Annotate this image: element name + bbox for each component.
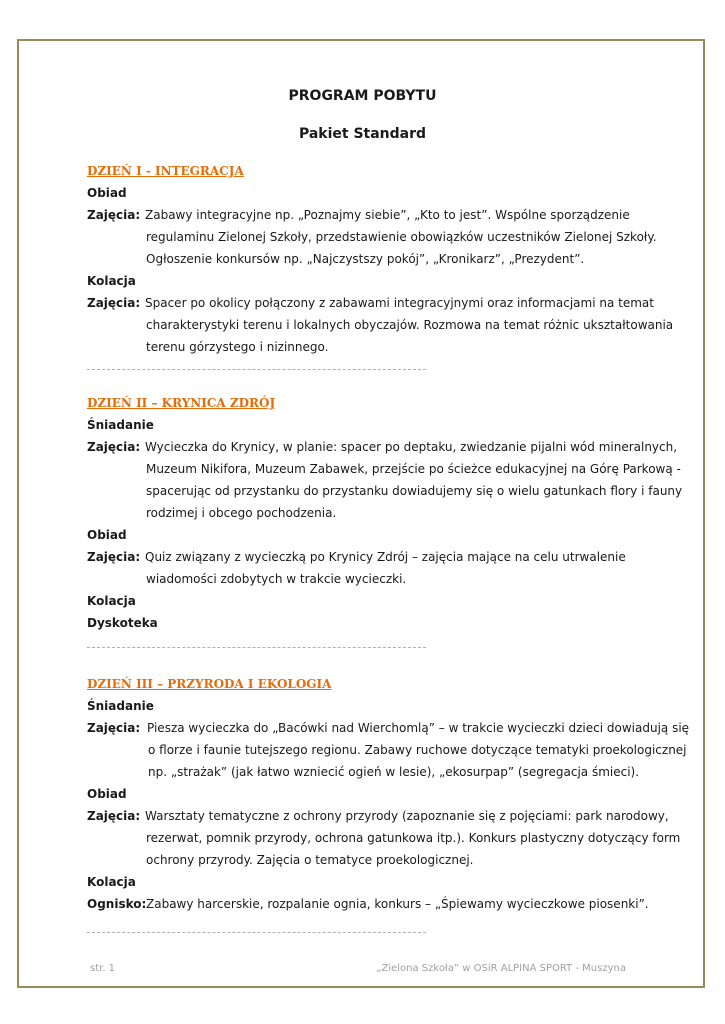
activity-line: Warsztaty tematyczne z ochrony przyrody (zapoznanie się z pojęciami: park narodowy, — [145, 809, 669, 823]
activity-line: Quiz związany z wycieczką po Krynicy Zdrój – zajęcia mające na celu utrwalenie — [145, 550, 626, 564]
activity-line: Wycieczka do Krynicy, w planie: spacer po deptaku, zwiedzanie pijalni wód mineralnych, — [145, 440, 678, 454]
day-1-meal-kolacja: Kolacja — [87, 274, 136, 288]
day-2-meal-sniadanie: Śniadanie — [87, 418, 154, 432]
activity-line: Piesza wycieczka do „Bacówki nad Wierchomlą” – w trakcie wycieczki dzieci dowiadują się — [147, 721, 690, 735]
activity-line: regulaminu Zielonej Szkoły, przedstawienie obowiązków uczestników Zielonej Szkoły. — [146, 230, 657, 244]
page-title: PROGRAM POBYTU — [288, 88, 437, 104]
day-2-meal-kolacja: Kolacja — [87, 594, 136, 608]
footer-page-number: str. 1 — [90, 963, 116, 974]
separator-line — [87, 647, 426, 648]
day-3-meal-sniadanie: Śniadanie — [87, 699, 154, 713]
activity-label: Zajęcia: — [87, 440, 141, 454]
day-2-meal-obiad: Obiad — [87, 528, 127, 542]
activity-line: Zabawy integracyjne np. „Poznajmy siebie”, „Kto to jest”. Wspólne sporządzenie — [145, 208, 630, 222]
page-subtitle: Pakiet Standard — [298, 126, 427, 142]
day-3-meal-obiad: Obiad — [87, 787, 127, 801]
activity-line: spacerując od przystanku do przystanku dowiadujemy się o wielu gatunkach flory i fauny — [146, 484, 683, 498]
day-1-meal-obiad: Obiad — [87, 186, 127, 200]
activity-line: charakterystyki terenu i lokalnych obyczajów. Rozmowa na temat różnic ukształtowania — [146, 318, 674, 332]
activity-line: terenu górzystego i nizinnego. — [146, 340, 329, 354]
activity-line: wiadomości zdobytych w trakcie wycieczki. — [146, 572, 407, 586]
separator-line — [87, 369, 426, 370]
activity-line: np. „strażak” (jak łatwo wzniecić ogień w lesie), „ekosurpap” (segregacja śmieci). — [148, 765, 640, 779]
activity-label: Zajęcia: — [87, 809, 141, 823]
activity-label: Zajęcia: — [87, 296, 141, 310]
day-2-heading: DZIEŃ II – KRYNICA ZDRÓJ — [87, 396, 276, 410]
day-2-dyskoteka: Dyskoteka — [87, 616, 158, 630]
day-3-meal-kolacja: Kolacja — [87, 875, 136, 889]
activity-label: Zajęcia: — [87, 721, 141, 735]
activity-line: Spacer po okolicy połączony z zabawami integracyjnymi oraz informacjami na temat — [145, 296, 654, 310]
activity-line: Ogłoszenie konkursów np. „Najczystszy pokój”, „Kronikarz”, „Prezydent”. — [146, 252, 585, 266]
activity-line: Zabawy harcerskie, rozpalanie ognia, konkurs – „Śpiewamy wycieczkowe piosenki”. — [146, 897, 649, 911]
separator-line — [87, 932, 426, 933]
activity-line: o florze i faunie tutejszego regionu. Zabawy ruchowe dotyczące tematyki proekologicznej — [148, 743, 687, 757]
day-1-heading: DZIEŃ I - INTEGRACJA — [87, 164, 244, 178]
activity-line: Muzeum Nikifora, Muzeum Zabawek, przejście po ścieżce edukacyjnej na Górę Parkową - — [146, 462, 681, 476]
activity-line: rodzimej i obcego pochodzenia. — [146, 506, 337, 520]
footer-organization: „Zielona Szkoła” w OSiR ALPINA SPORT - Muszyna — [376, 963, 626, 974]
activity-line: ochrony przyrody. Zajęcia o tematyce proekologicznej. — [146, 853, 474, 867]
activity-line: rezerwat, pomnik przyrody, ochrona gatunkowa itp.). Konkurs plastyczny dotyczący form — [146, 831, 681, 845]
page-border — [17, 39, 705, 988]
activity-label: Ognisko: — [87, 897, 147, 911]
activity-label: Zajęcia: — [87, 208, 141, 222]
day-3-heading: DZIEŃ III – PRZYRODA I EKOLOGIA — [87, 677, 332, 691]
activity-label: Zajęcia: — [87, 550, 141, 564]
